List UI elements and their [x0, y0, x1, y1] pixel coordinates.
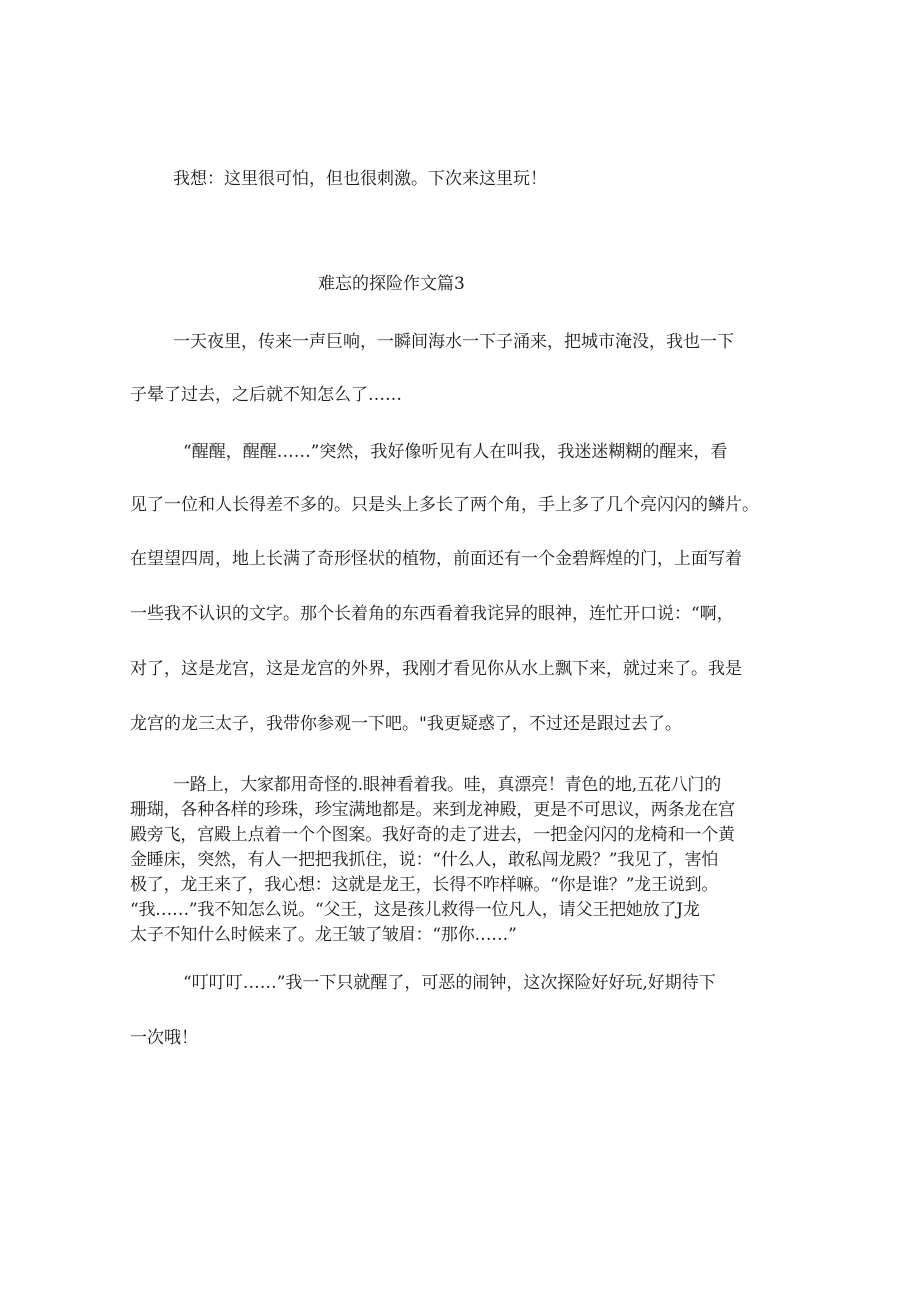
- paragraph-line: “醒醒，醒醒……”突然，我好像听见有人在叫我，我迷迷糊糊的醒来，看: [183, 442, 728, 462]
- paragraph-line: 对了，这是龙宫，这是龙宫的外界，我刚才看见你从水上飘下来，就过来了。我是: [130, 659, 742, 679]
- paragraph-line: 见了一位和人长得差不多的。只是头上多长了两个角，手上多了几个亮闪闪的鳞片。: [130, 495, 759, 515]
- paragraph-line: 珊瑚，各种各样的珍珠，珍宝满地都是。来到龙神殿，更是不可思议，两条龙在宫: [130, 800, 735, 820]
- paragraph-line: 一天夜里，传来一声巨响，一瞬间海水一下子涌来，把城市淹没，我也一下: [173, 332, 734, 352]
- paragraph-line: 太子不知什么时候来了。龙王皱了皱眉：“那你……”: [130, 925, 517, 945]
- paragraph-line: 一路上，大家都用奇怪的.眼神看着我。哇，真漂亮！青色的地,五花八门的: [173, 775, 722, 795]
- paragraph-line: 龙宫的龙三太子，我带你参观一下吧。"我更疑惑了，不过还是跟过去了。: [130, 714, 682, 734]
- page-title: 难忘的探险作文篇3: [318, 274, 465, 294]
- paragraph-line: 极了，龙王来了，我心想：这就是龙王，长得不咋样嘛。“你是谁？”龙王说到。: [130, 875, 719, 895]
- paragraph-line: 金睡床，突然，有人一把把我抓住，说：“什么人，敢私闯龙殿？”我见了，害怕: [130, 850, 719, 870]
- paragraph-line: “我……”我不知怎么说。“父王，这是孩儿救得一位凡人，请父王把她放了J龙: [130, 900, 700, 920]
- paragraph-line: 在望望四周，地上长满了奇形怪状的植物，前面还有一个金碧辉煌的门，上面写着: [130, 549, 742, 569]
- paragraph-line: 殿旁飞，宫殿上点着一个个图案。我好奇的走了进去，一把金闪闪的龙椅和一个黄: [130, 825, 735, 845]
- paragraph-line: 子晕了过去，之后就不知怎么了……: [130, 385, 402, 405]
- intro-line: 我想：这里很可怕，但也很刺激。下次来这里玩！: [173, 169, 547, 189]
- paragraph-line: “叮叮叮……”我一下只就醒了，可恶的闹钟，这次探险好好玩,好期待下: [183, 973, 716, 993]
- paragraph-line: 一些我不认识的文字。那个长着角的东西看着我诧异的眼神，连忙开口说：“啊，: [130, 604, 734, 624]
- paragraph-line: 一次哦！: [130, 1028, 198, 1048]
